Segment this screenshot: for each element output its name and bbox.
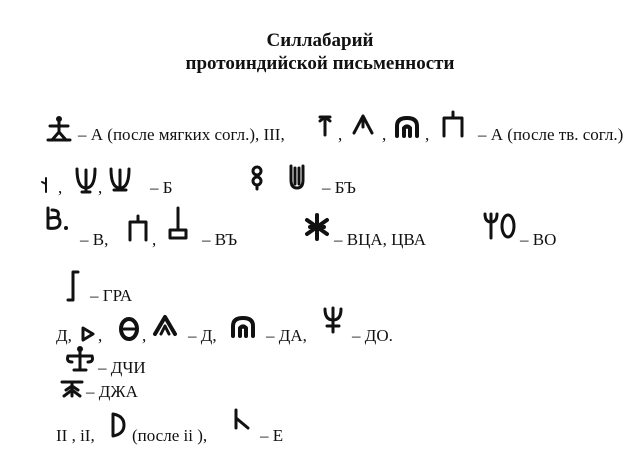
sign-scales-icon — [64, 346, 96, 374]
row-b-comma-2: , — [98, 178, 103, 197]
row-b-label: – Б — [150, 178, 173, 197]
sign-theta-icon — [118, 316, 140, 342]
row-d-comma: , — [98, 326, 103, 345]
row-d-lead: Д, — [56, 326, 72, 345]
comma-3: , — [425, 125, 430, 144]
row-v-comma: , — [152, 230, 157, 249]
sign-vase-icon — [288, 164, 306, 192]
row-a-soft-label: – А (после мягких согл.), III, — [78, 125, 285, 144]
sign-hook-icon — [64, 268, 82, 304]
row-v-label: – В, — [80, 230, 109, 249]
sign-caret-icon — [352, 113, 374, 135]
sign-b-hook-icon — [44, 206, 70, 232]
row-gra-label: – ГРА — [90, 286, 133, 305]
row-d-label: – Д, — [188, 326, 217, 345]
row-dchi-label: – ДЧИ — [98, 358, 146, 377]
sign-bowl-icon — [74, 166, 98, 194]
row-vo-label: – ВО — [520, 230, 557, 249]
row-e-lead: II , iI, — [56, 426, 95, 445]
sign-bowl-icon — [108, 166, 132, 194]
sign-arrow-icon — [318, 113, 332, 137]
sign-fish-icon — [302, 212, 332, 242]
sign-fork-icon — [40, 176, 50, 194]
row-dzha-label: – ДЖА — [86, 382, 138, 401]
row-do-label: – ДО. — [352, 326, 393, 345]
title-line-1: Силлабарий — [266, 30, 374, 51]
row-e-mid: (после ii ), — [132, 426, 208, 445]
row-a-hard-label: – А (после тв. согл.) — [478, 125, 624, 144]
row-bj-label: – БЪ — [322, 178, 356, 197]
row-b-comma: , — [58, 178, 63, 197]
sign-arrows-icon — [60, 378, 84, 398]
title-line-2: протоиндийской письменности — [185, 53, 455, 74]
sign-ga-icon — [230, 316, 256, 338]
sign-gate-icon — [440, 110, 466, 138]
sign-gate-icon — [126, 214, 150, 242]
row-vj-label: – ВЪ — [202, 230, 238, 249]
sign-lambda-icon — [232, 408, 252, 432]
sign-trident-o-icon — [482, 210, 516, 242]
row-vca-label: – ВЦА, ЦВА — [334, 230, 426, 249]
comma-1: , — [338, 125, 343, 144]
sign-d-icon — [110, 412, 126, 438]
comma-2: , — [382, 125, 387, 144]
sign-triangle-icon — [80, 326, 96, 342]
sign-chevron-icon — [152, 314, 178, 338]
row-d-comma-2: , — [142, 326, 147, 345]
row-da-label: – ДА, — [266, 326, 307, 345]
sign-ga-icon — [394, 116, 420, 138]
sign-trident-icon — [322, 306, 344, 336]
sign-a-man-icon — [46, 116, 72, 142]
row-e-label: – Е — [260, 426, 284, 445]
sign-flag-icon — [166, 206, 190, 242]
sign-eight-icon — [250, 164, 264, 190]
